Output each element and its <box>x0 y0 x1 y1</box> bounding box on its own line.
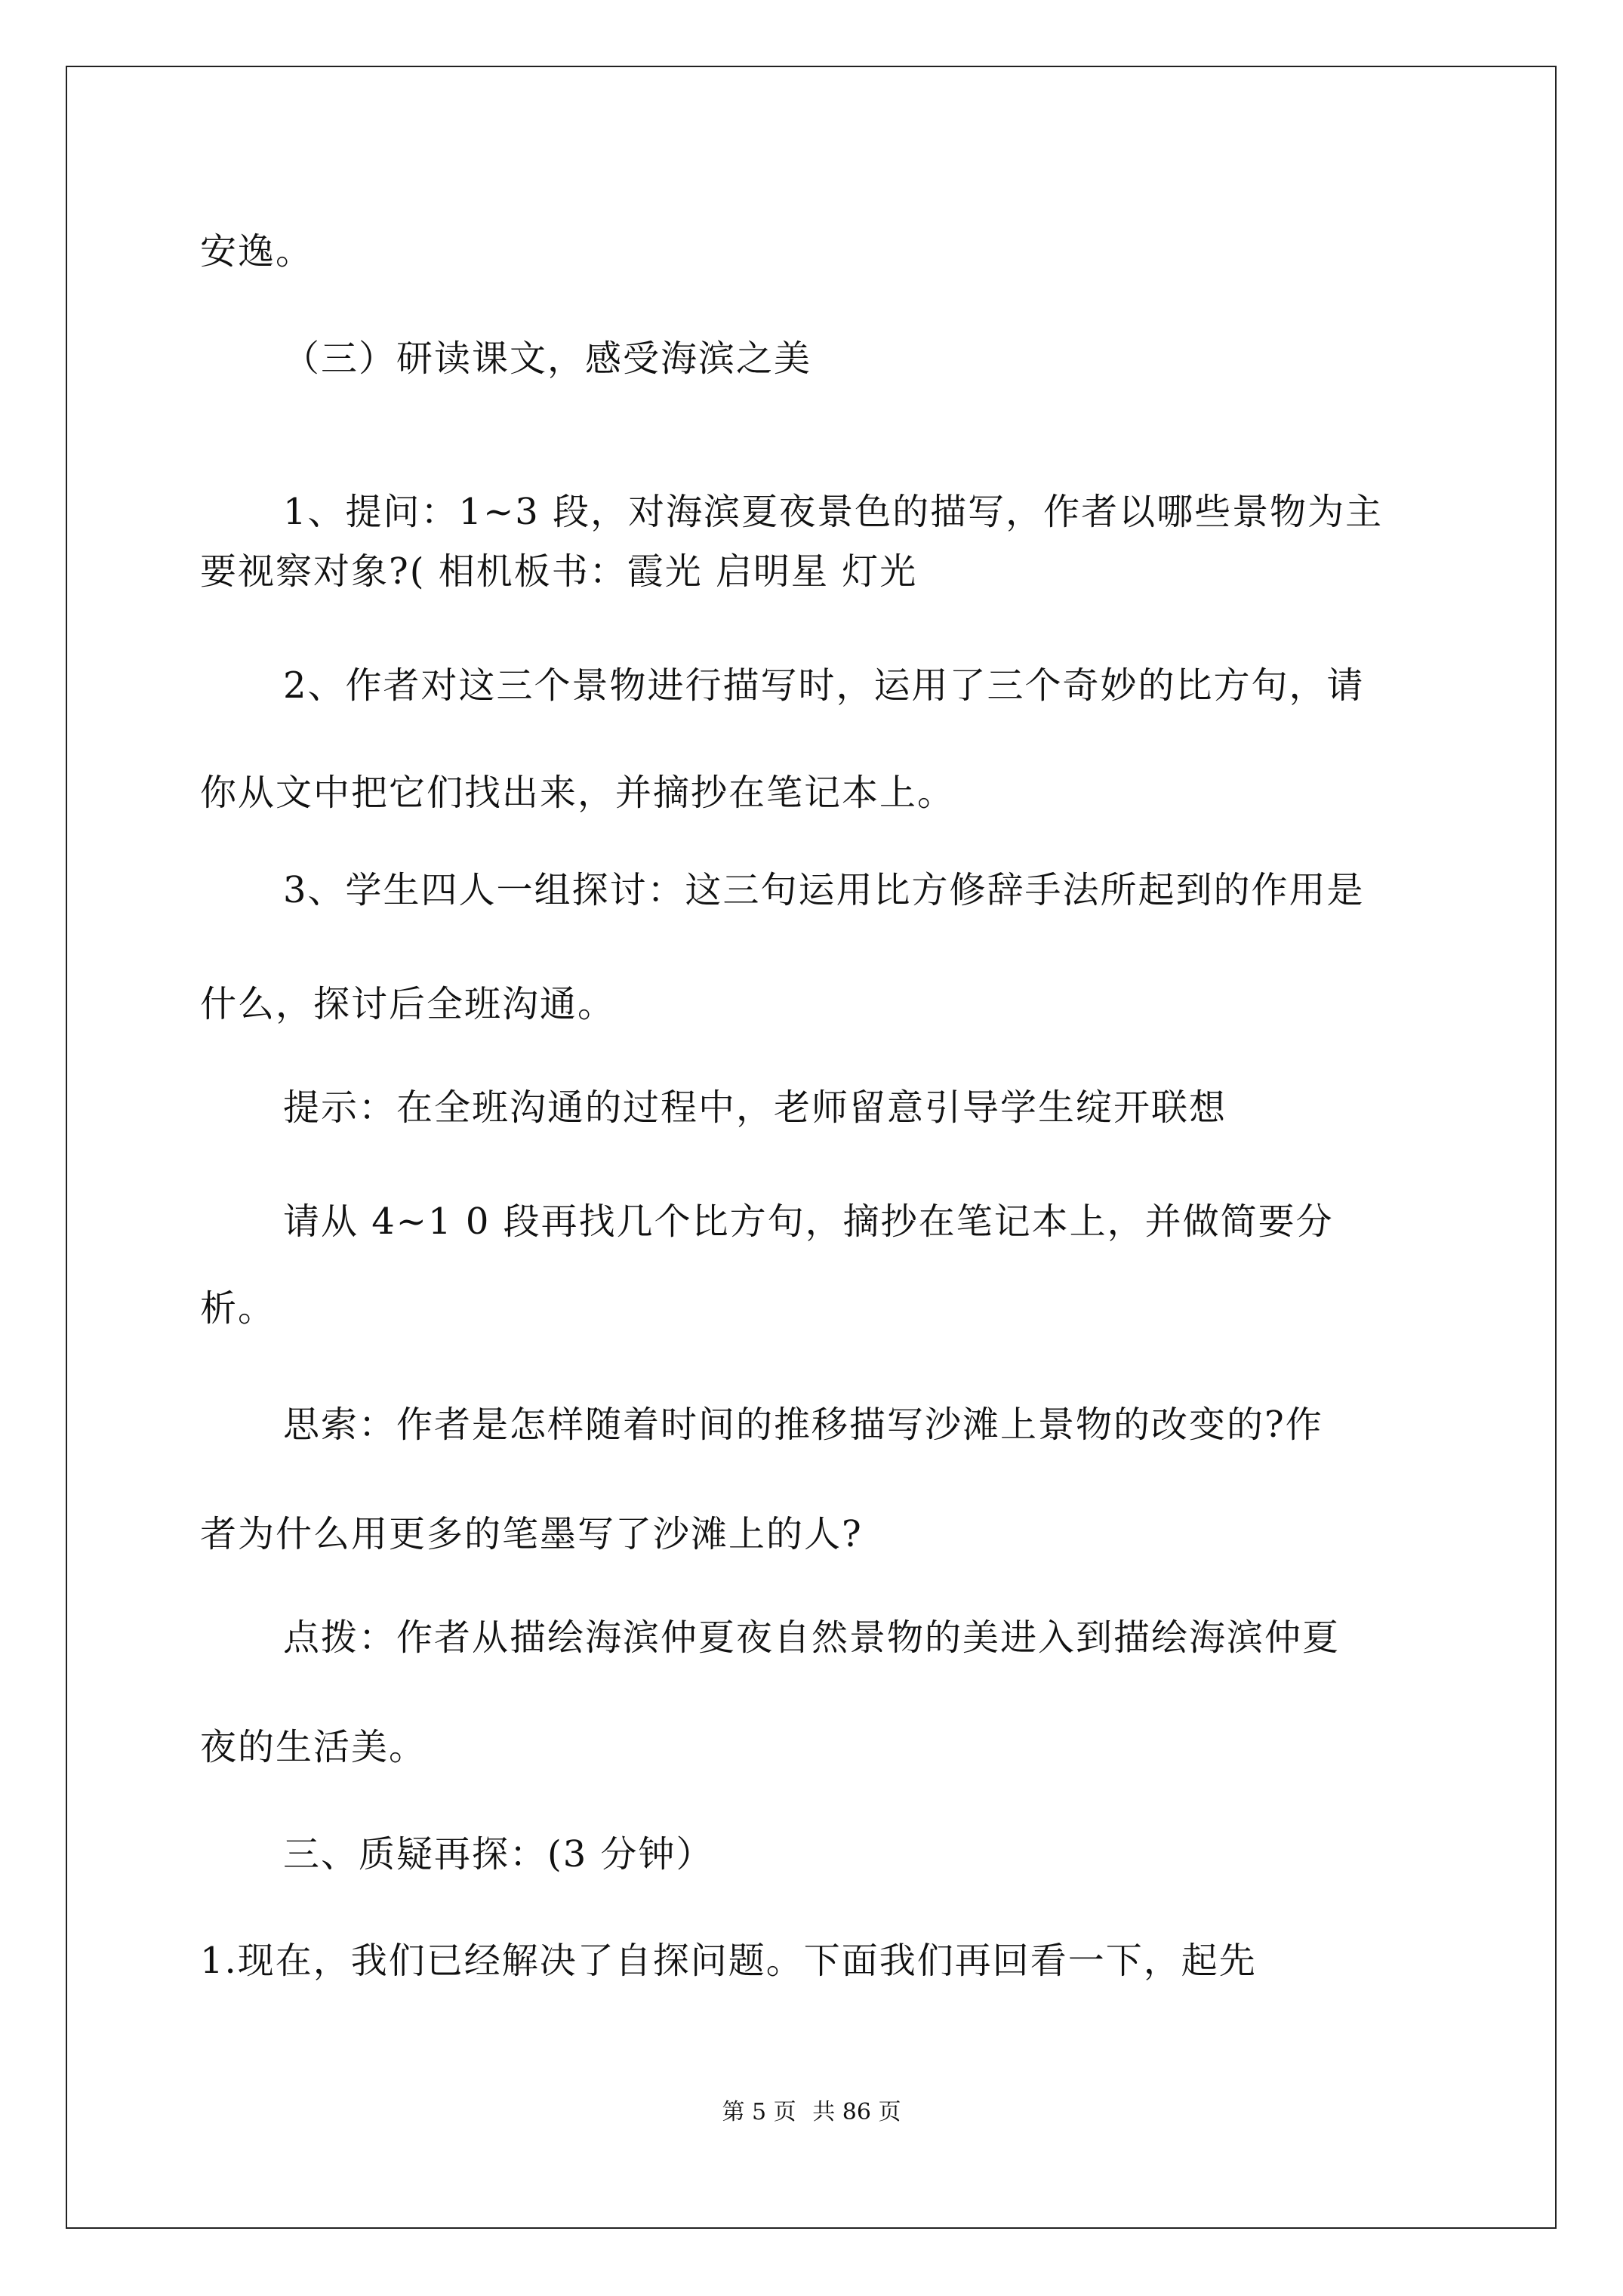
text-line-17: 1.现在，我们已经解决了自探问题。下面我们再回看一下，起先 <box>200 1940 1257 1982</box>
page-number: 第 5 页 <box>722 2099 796 2125</box>
page-footer <box>0 2097 1623 2128</box>
text-line-12: 思索：作者是怎样随着时间的推移描写沙滩上景物的改变的?作 <box>283 1404 1323 1446</box>
page-border <box>66 66 1557 2229</box>
text-line-3: 1、提问：1~3 段，对海滨夏夜景色的描写，作者以哪些景物为主 <box>283 491 1384 533</box>
text-line-8: 什么，探讨后全班沟通。 <box>200 983 616 1025</box>
text-line-10: 请从 4~1 0 段再找几个比方句，摘抄在笔记本上，并做简要分 <box>283 1200 1334 1243</box>
text-line-6: 你从文中把它们找出来，并摘抄在笔记本上。 <box>200 772 956 814</box>
text-line-1: 安逸。 <box>200 230 314 273</box>
text-line-7: 3、学生四人一组探讨：这三句运用比方修辞手法所起到的作用是 <box>283 869 1365 911</box>
section-heading: （三）研读课文，感受海滨之美 <box>283 337 812 380</box>
page-total: 共 86 页 <box>812 2099 901 2125</box>
text-line-15: 夜的生活美。 <box>200 1726 427 1768</box>
text-line-13: 者为什么用更多的笔墨写了沙滩上的人? <box>200 1513 863 1555</box>
text-line-11: 析。 <box>200 1287 276 1330</box>
text-line-9: 提示：在全班沟通的过程中，老师留意引导学生绽开联想 <box>283 1086 1227 1129</box>
text-line-16: 三、质疑再探：(3 分钟） <box>283 1833 714 1875</box>
text-line-14: 点拨：作者从描绘海滨仲夏夜自然景物的美进入到描绘海滨仲夏 <box>283 1616 1341 1659</box>
text-line-4: 要视察对象?( 相机板书：霞光 启明星 灯光 <box>200 550 918 593</box>
text-line-5: 2、作者对这三个景物进行描写时，运用了三个奇妙的比方句，请 <box>283 664 1365 707</box>
